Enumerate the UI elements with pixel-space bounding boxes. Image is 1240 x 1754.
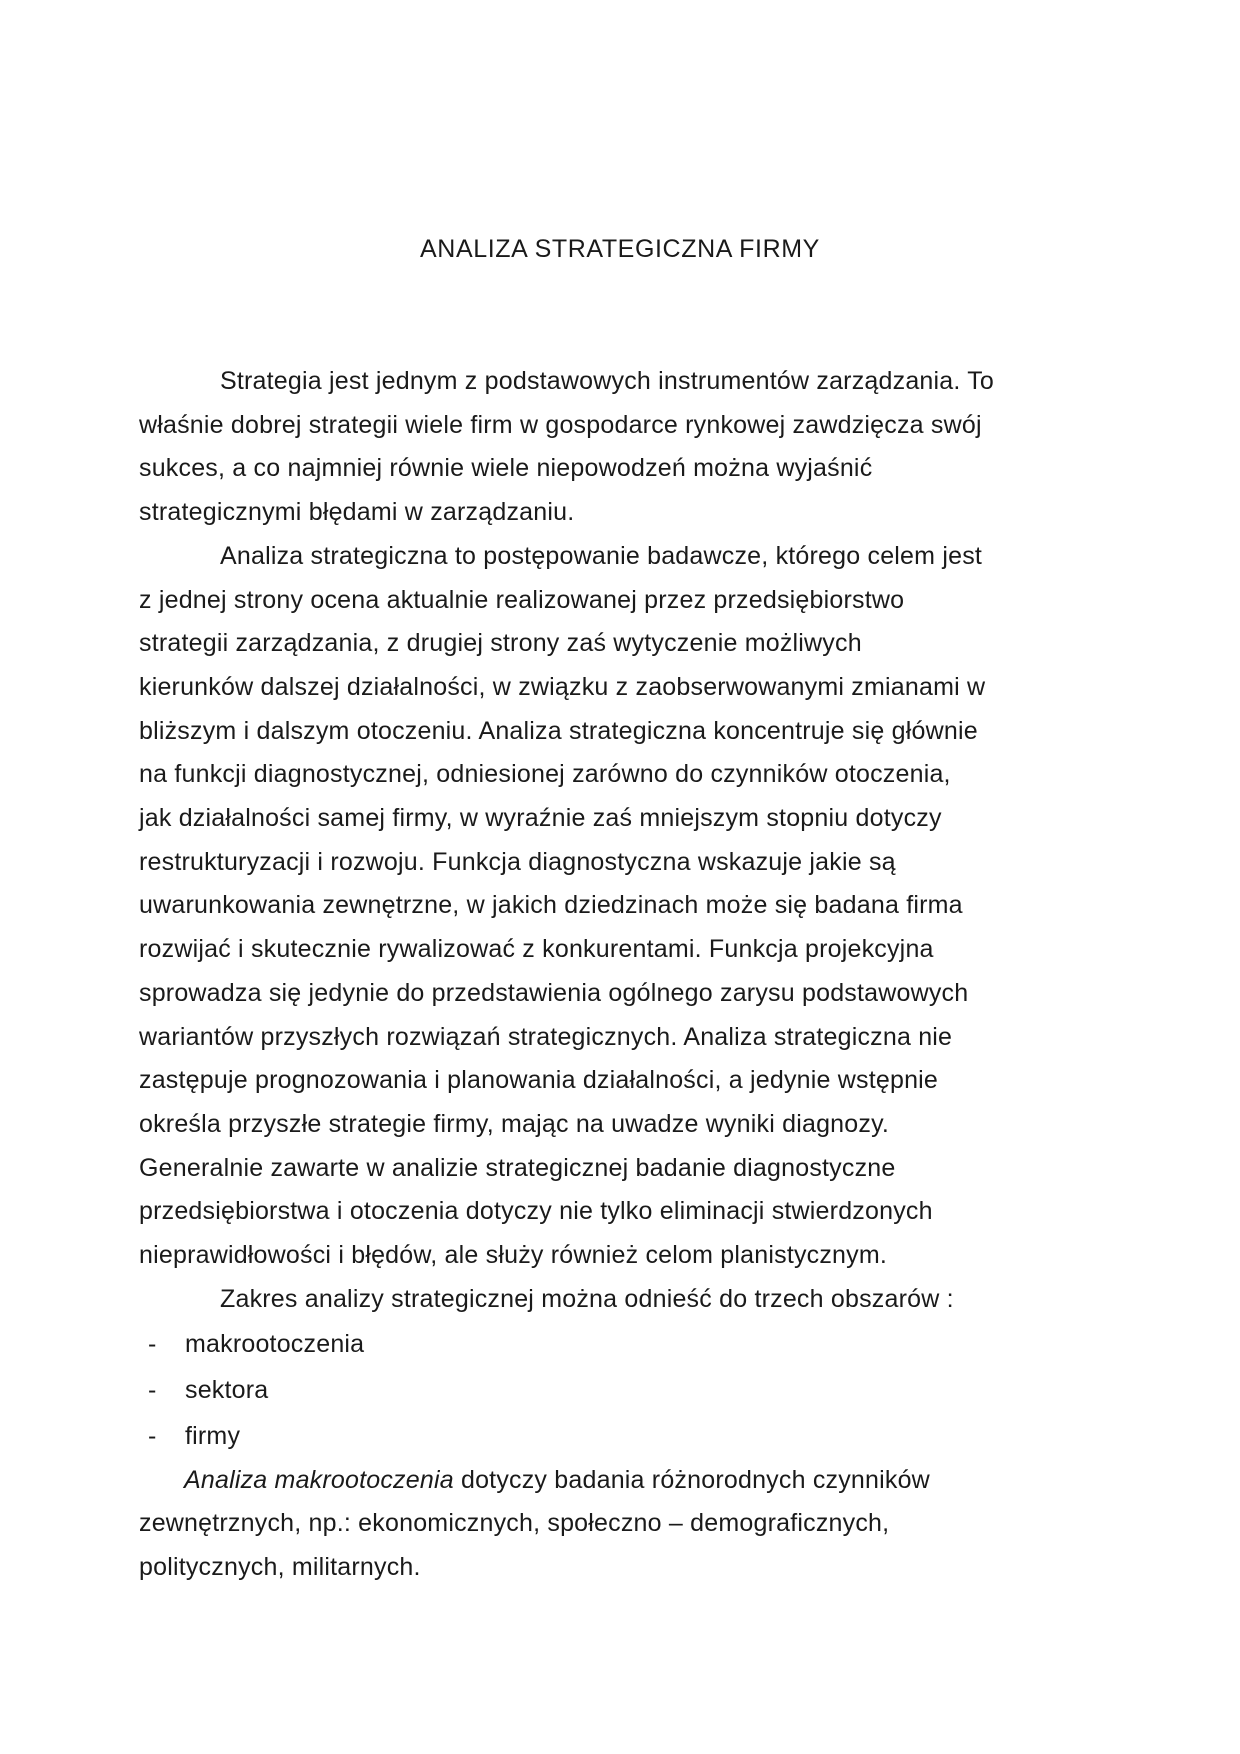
italic-text-run: Analiza makrootoczenia — [184, 1465, 454, 1494]
text-line — [139, 928, 1101, 972]
text-run: przedsiębiorstwa i otoczenia dotyczy nie tylko eliminacji stwierdzonych — [139, 1197, 933, 1226]
document-body — [139, 360, 1101, 1590]
paragraph — [139, 535, 1101, 1278]
text-run: z jednej strony ocena aktualnie realizowanej przez przedsiębiorstwo — [139, 585, 905, 614]
list-item-text: makrootoczenia — [185, 1330, 365, 1359]
text-line — [139, 1234, 1101, 1278]
list-dash-marker: - — [148, 1330, 157, 1359]
list-item — [139, 1369, 1101, 1413]
text-run: zastępuje prognozowania i planowania działalności, a jedynie wstępnie — [139, 1066, 939, 1095]
text-run: Generalnie zawarte w analizie strategicznej badanie diagnostyczne — [139, 1153, 896, 1182]
document-title: ANALIZA STRATEGICZNA FIRMY — [420, 235, 820, 263]
text-run: określa przyszłe strategie firmy, mając na uwadze wyniki diagnozy. — [139, 1109, 890, 1138]
text-run: Analiza strategiczna to postępowanie badawcze, którego celem jest — [220, 541, 983, 570]
list-item — [139, 1323, 1101, 1367]
text-run: sprowadza się jedynie do przedstawienia ogólnego zarysu podstawowych — [139, 978, 969, 1007]
text-run: wariantów przyszłych rozwiązań strategicznych. Analiza strategiczna nie — [139, 1022, 953, 1051]
text-run: dotyczy badania różnorodnych czynników — [453, 1465, 930, 1494]
text-run: restrukturyzacji i rozwoju. Funkcja diagnostyczna wskazuje jakie są — [139, 847, 896, 876]
text-line — [139, 1103, 1101, 1147]
text-run: strategicznymi błędami w zarządzaniu. — [139, 498, 575, 527]
text-line — [139, 666, 1101, 710]
text-run: kierunków dalszej działalności, w związku z zaobserwowanymi zmianami w — [139, 672, 986, 701]
text-line — [139, 710, 1101, 754]
text-line — [139, 491, 1101, 535]
text-line — [139, 1459, 1101, 1503]
list-item — [139, 1415, 1101, 1459]
text-line — [139, 1190, 1101, 1234]
text-run: właśnie dobrej strategii wiele firm w gospodarce rynkowej zawdzięcza swój — [139, 410, 982, 439]
text-line — [139, 1546, 1101, 1590]
text-line — [139, 972, 1101, 1016]
list-dash-marker: - — [148, 1421, 157, 1450]
text-line — [139, 579, 1101, 623]
text-run: nieprawidłowości i błędów, ale służy również celom planistycznym. — [139, 1241, 888, 1270]
paragraph — [139, 360, 1101, 535]
bullet-list — [139, 1323, 1101, 1458]
text-run: Strategia jest jednym z podstawowych instrumentów zarządzania. To — [220, 367, 995, 395]
paragraph — [139, 1278, 1101, 1322]
text-run: strategii zarządzania, z drugiej strony zaś wytyczenie możliwych — [139, 629, 862, 658]
text-line — [139, 404, 1101, 448]
text-line — [139, 797, 1101, 841]
list-item-text: sektora — [185, 1376, 269, 1405]
text-run: bliższym i dalszym otoczeniu. Analiza strategiczna koncentruje się głównie — [139, 716, 978, 745]
text-run: na funkcji diagnostycznej, odniesionej zarówno do czynników otoczenia, — [139, 760, 951, 789]
text-line — [139, 1147, 1101, 1191]
text-run: uwarunkowania zewnętrzne, w jakich dziedzinach może się badana firma — [139, 891, 963, 920]
text-run: rozwijać i skutecznie rywalizować z konkurentami. Funkcja projekcyjna — [139, 935, 934, 964]
list-dash-marker: - — [148, 1376, 157, 1405]
text-line — [139, 1278, 1101, 1322]
text-line — [139, 1502, 1101, 1546]
list-item-text: firmy — [185, 1421, 241, 1450]
text-line — [139, 622, 1101, 666]
text-run: jak działalności samej firmy, w wyraźnie zaś mniejszym stopniu dotyczy — [139, 804, 942, 833]
paragraph — [139, 1459, 1101, 1590]
text-run: sukces, a co najmniej równie wiele niepowodzeń można wyjaśnić — [139, 454, 873, 483]
text-line — [139, 753, 1101, 797]
text-line — [139, 535, 1101, 579]
text-line — [139, 1016, 1101, 1060]
text-line — [139, 1059, 1101, 1103]
text-line — [139, 841, 1101, 885]
text-line — [139, 360, 1101, 404]
text-run: zewnętrznych, np.: ekonomicznych, społeczno – demograficznych, — [139, 1509, 890, 1538]
text-run: politycznych, militarnych. — [139, 1552, 421, 1581]
text-line — [139, 447, 1101, 491]
text-line — [139, 884, 1101, 928]
text-run: Zakres analizy strategicznej można odnieść do trzech obszarów : — [220, 1284, 954, 1313]
